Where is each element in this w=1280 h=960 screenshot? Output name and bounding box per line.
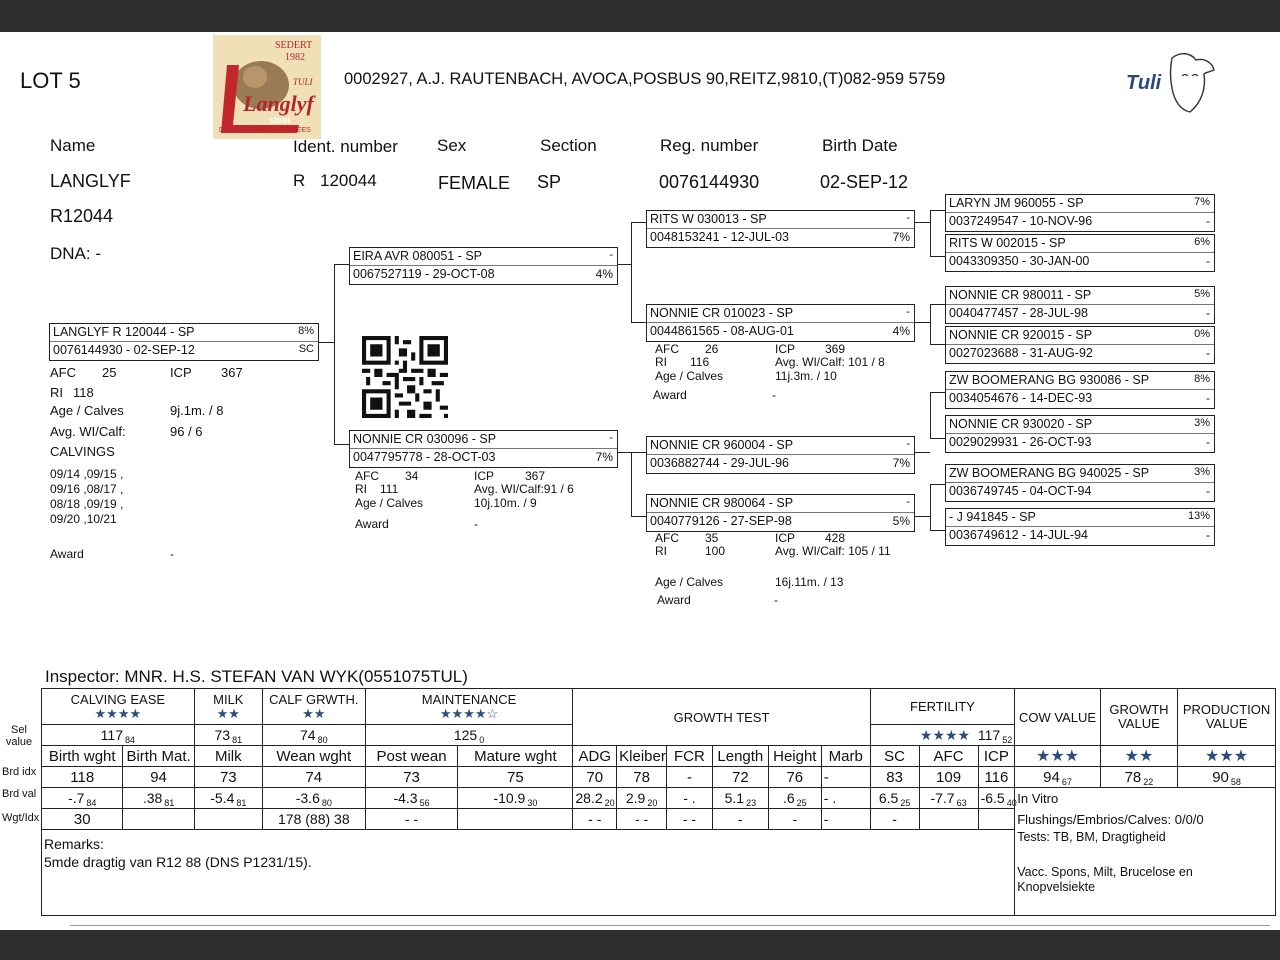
- pedigree-line: [930, 210, 945, 211]
- pedigree-line: [334, 264, 349, 265]
- star-rating-icon: ★★★★☆: [439, 705, 499, 721]
- gp-afc: 35: [705, 531, 719, 545]
- animal-sex: FEMALE: [438, 173, 511, 193]
- tests-text: Tests: TB, BM, Dragtigheid: [1017, 829, 1166, 844]
- star-rating-icon: ★★★★: [919, 726, 971, 743]
- pedigree-line: [930, 392, 945, 393]
- animal-birth: 02-SEP-12: [820, 172, 909, 192]
- flushings: Flushings/Embrios/Calves: 0/0/0: [1015, 809, 1276, 830]
- pedigree-line: [914, 452, 930, 453]
- pedigree-line: [914, 516, 930, 517]
- header-ident: Ident. number: [293, 137, 398, 156]
- gp-wi: Avg. WI/Calf: 101 / 8: [775, 355, 885, 369]
- pedigree-line: [930, 344, 945, 345]
- production-value-index: 90 $_{58}$: [1178, 767, 1276, 788]
- pedigree-line: [617, 264, 631, 265]
- sel-calf: 74 $_{80}$: [262, 725, 365, 746]
- breeder-info: 0002927, A.J. RAUTENBACH, AVOCA,POSBUS 90,REITZ,9810,(T)082-959 5759: [344, 70, 946, 88]
- tuli-brand-logo: Tuli: [1124, 48, 1218, 118]
- main-award: -: [170, 547, 174, 561]
- pedigree-line: [914, 222, 930, 223]
- langlyf-logo: SEDERT 1982 TULI Langlyf stoet DIE VRUGBARE VELDBEES: [213, 35, 321, 139]
- growth-value-index: 78 $_{22}$: [1100, 767, 1177, 788]
- pedigree-line: [631, 452, 632, 516]
- group-calving-ease: CALVING EASE ★★★★: [42, 689, 195, 725]
- animal-reg: 0076144930: [659, 172, 760, 192]
- great-grandparent-box: RITS W 002015 - SP 6% 0043309350 - 30-JAN-00 -: [945, 234, 1215, 272]
- vaccinations-text: Vacc. Spons, Milt, Brucelose en Knopvelsiekte: [1017, 864, 1193, 894]
- grandparent-box: RITS W 030013 - SP - 0048153241 - 12-JUL-03 7%: [646, 210, 915, 248]
- great-grandparent-box: NONNIE CR 980011 - SP 5% 0040477457 - 28-JUL-98 -: [945, 286, 1215, 324]
- pedigree-line: [631, 516, 646, 517]
- animal-section: SP: [537, 172, 562, 192]
- gp-award: -: [774, 593, 778, 607]
- pedigree-line: [914, 322, 930, 323]
- qr-code-icon: [362, 336, 448, 418]
- tests-cell: [1015, 830, 1276, 916]
- pedigree-line: [631, 452, 646, 453]
- grandparent-box: NONNIE CR 010023 - SP - 0044861565 - 08-AUG-01 4%: [646, 304, 915, 342]
- great-grandparent-box: NONNIE CR 920015 - SP 0% 0027023688 - 31-AUG-92 -: [945, 326, 1215, 364]
- star-rating-icon: ★★: [216, 705, 240, 721]
- grandparent-box: NONNIE CR 960004 - SP - 0036882744 - 29-JUL-96 7%: [646, 436, 915, 474]
- group-cow-value: COW VALUE: [1015, 689, 1101, 746]
- calvings-line: 08/18 ,09/19 ,: [50, 497, 124, 511]
- grandparent-box: NONNIE CR 980064 - SP - 0040779126 - 27-SEP-98 5%: [646, 494, 915, 532]
- gp-ri: 100: [705, 544, 726, 558]
- gp-ri: 116: [690, 355, 710, 369]
- ebv-table: [41, 688, 1276, 916]
- group-calf-growth: CALF GRWTH. ★★: [262, 689, 365, 725]
- lot-document-page: LOT 5 SEDERT 1982 TULI Langlyf stoet DIE VRUGBARE VELDBEES 0002927, A.J. RAUTENBACH, AVOCA,POSBUS 90,REITZ,9810,(T)082-959 5759 Tuli Name Ident. number Sex Section Reg. number Birth Date LANGLYF R 120044 FEMALE SP 0076144930 02-SEP-12 R12044 DNA: - LANGLYF R 120044 - SP 8% 0076144930 - 02-SEP-12 SC AFC 25 ICP 367 RI 118 Age / Calves 9j.1m. / 8 Avg. WI/Calf: 96 / 6 CALVINGS 09/14 ,09/15 , 09/16 ,08/17 , 08/18 ,09/19 , 09/20 ,10/21 Award - EIRA AVR 080051 - SP - 0067527119 - 29-OCT-08 4% NONNIE CR 030096 - SP - 0047795778 - 28-OCT-03 7% AFC 34 ICP 367 RI 111 Avg. WI/Calf:91 / 6 Age / Calves 10j.10m. / 9 Award - RITS W 030013 - SP - 0048153241 - 12-JUL-03 7% NONNIE CR 010023 - SP - 0044861565 - 08-AUG-01 4% AFC 26 ICP 369 RI 116 Avg. WI/Calf: 101 / 8 Age / Calves 11j.3m. / 10 Award - NONNIE CR 960004 - SP - 0036882744 - 29-JUL-96 7% NONNIE CR 980064 - SP - 0040779126 - 27-SEP-98 5% AFC 35 ICP 428 RI 100 Avg. WI/Calf: 105 / 11 Age / Calves 16j.11m. / 13 Award - LARYN JM 960055 - SP 7% 0037249547 - 10-NOV-96 - RITS W 002015 - SP 6% 0043309350 - 30-JAN-00 - NONNIE CR 980011 - SP 5% 0040477457 - 28-JUL-98 - NONNIE CR 920015 - SP 0% 0027023688 - 31-AUG-92 - ZW BOOMERANG BG 930086 - SP 8% 0034054676 - 14-DEC-93 - NONNIE CR 930020 - SP 3% 0029029931 - 26-OCT-93 - ZW BOOMERANG BG 940025 - SP 3% 0036749745 - 04-OCT-94 - - J 941845 - SP 13% 0036749612 - 14-JUL-94 - Inspector: MNR. H.S. STEFAN VAN WYK(0551075TUL) Sel value Brd idx Brd val Wgt/Idx CALVING EASE ★★★★ MILK ★★ CALF GRWTH. ★★ MAINTENANCE ★★★★☆ GROWTH TEST FERTILITY COW VALUE GROWTH VALUE PRODUCTION VALUE 117 $_{84}$ 73 $_{81}$ 74 $_{80}$ 125 $_0$ ★★★★ 117 $_{52}$ Birth wght Birth Mat. Milk Wean wght Post wean Mature wght ADG Kleiber FCR Length Height Marb SC AFC ICP ★★★ ★★ ★★★ 118 94 73 74 73 75 70 78 - 72 76 - 83 109 116 94 $_{67}$ 78 $_{22}$ 90 $_{58}$ -.7 $_{84}$ .38 $_{81}$ -5.4 $_{81}$ -3.6 $_{80}$ -4.3 $_{56}$ -10.9 $_{30}$ 28.2 $_{20}$ 2.9 $_{20}$ - . 5.1 $_{23}$ .6 $_{25}$ - . 6.5 $_{25}$ -7.7 $_{63}$ -6.5 $_{40}$ In Vitro 30 178 (88) 38 - - - - - - - - - - - - Flushings/Embrios/Calves: 0/0/0 Remarks: 5mde dragtig van R12 88 (DNS P1231/15). Tests: TB, BM, Dragtigheid Vacc. Spons, Milt, Brucelose en Knopvelsiekte: [0, 32, 1280, 930]
- sel-milk: 73 $_{81}$: [194, 725, 262, 746]
- dam-award: -: [474, 517, 478, 531]
- group-fertility: FERTILITY: [870, 689, 1015, 725]
- dam-ri: 111: [380, 482, 399, 496]
- star-rating-icon: ★★★: [1178, 746, 1276, 767]
- pedigree-line: [631, 322, 646, 323]
- header-birth: Birth Date: [822, 136, 898, 155]
- great-grandparent-box: NONNIE CR 930020 - SP 3% 0029029931 - 26-OCT-93 -: [945, 415, 1215, 453]
- sel-maint: 125 $_0$: [365, 725, 573, 746]
- great-grandparent-box: ZW BOOMERANG BG 930086 - SP 8% 0034054676 - 14-DEC-93 -: [945, 371, 1215, 409]
- pedigree-line: [631, 222, 632, 322]
- dam-age: 10j.10m. / 9: [474, 496, 537, 510]
- header-name: Name: [50, 136, 96, 155]
- pedigree-line: [631, 222, 646, 223]
- animal-name: LANGLYF: [50, 171, 131, 191]
- lot-number: LOT 5: [20, 68, 81, 93]
- footer-rule: [70, 925, 1270, 926]
- calvings-line: 09/16 ,08/17 ,: [50, 482, 124, 496]
- pedigree-line: [930, 256, 945, 257]
- pedigree-line: [334, 264, 335, 444]
- remarks-cell: Remarks: 5mde dragtig van R12 88 (DNS P1231/15).: [42, 830, 1015, 916]
- dam-wi: Avg. WI/Calf:91 / 6: [474, 482, 574, 496]
- remarks-text: 5mde dragtig van R12 88 (DNS P1231/15).: [44, 854, 312, 870]
- dam-afc: 34: [405, 469, 419, 483]
- sire-box: EIRA AVR 080051 - SP - 0067527119 - 29-OCT-08 4%: [349, 247, 618, 285]
- brd-val-row: -.7 $_{84}$ .38 $_{81}$ -5.4 $_{81}$ -3.6 $_{80}$ -4.3 $_{56}$ -10.9 $_{30}$ 28.2 $_{20}$ 2.9 $_{20}$ - . 5.1 $_{23}$ .6 $_{25}$ - . 6.5 $_{25}$ -7.7 $_{63}$ -6.5 $_{40}$ In Vitro: [42, 788, 1276, 809]
- calvings-line: 09/14 ,09/15 ,: [50, 467, 124, 481]
- in-vitro: In Vitro: [1015, 788, 1276, 809]
- gp-age: 16j.11m. / 13: [775, 575, 844, 589]
- great-grandparent-box: ZW BOOMERANG BG 940025 - SP 3% 0036749745 - 04-OCT-94 -: [945, 464, 1215, 502]
- great-grandparent-box: - J 941845 - SP 13% 0036749612 - 14-JUL-94 -: [945, 508, 1215, 546]
- pedigree-line: [617, 452, 631, 453]
- pedigree-line: [334, 444, 349, 445]
- gp-age: 11j.3m. / 10: [775, 369, 837, 383]
- pedigree-line: [930, 484, 945, 485]
- row-label-brd-idx: Brd idx: [2, 766, 37, 778]
- wgt-idx-row: 30 178 (88) 38 - - - - - - - - - - - - Flushings/Embrios/Calves: 0/0/0: [42, 809, 1276, 830]
- group-milk: MILK ★★: [194, 689, 262, 725]
- cow-value-index: 94 $_{67}$: [1015, 767, 1101, 788]
- inspector: Inspector: MNR. H.S. STEFAN VAN WYK(0551075TUL): [45, 667, 468, 686]
- great-grandparent-box: LARYN JM 960055 - SP 7% 0037249547 - 10-NOV-96 -: [945, 194, 1215, 232]
- group-maintenance: MAINTENANCE ★★★★☆: [365, 689, 573, 725]
- viewer-bottom-bar: [0, 930, 1280, 960]
- calvings-line: 09/20 ,10/21: [50, 512, 117, 526]
- dam-box: NONNIE CR 030096 - SP - 0047795778 - 28-OCT-03 7%: [349, 430, 618, 468]
- main-animal-box: LANGLYF R 120044 - SP 8% 0076144930 - 02-SEP-12 SC: [49, 323, 319, 361]
- row-label-brd-val: Brd val: [2, 788, 37, 800]
- main-icp: 367: [221, 365, 243, 380]
- sel-calving: 117 $_{84}$: [42, 725, 195, 746]
- star-rating-icon: ★★: [1100, 746, 1177, 767]
- gp-wi: Avg. WI/Calf: 105 / 11: [775, 544, 891, 558]
- star-rating-icon: ★★: [302, 705, 326, 721]
- sel-fert: ★★★★ 117 $_{52}$: [870, 725, 1015, 746]
- viewer-top-bar: [0, 0, 1280, 32]
- header-sex: Sex: [437, 136, 467, 155]
- pedigree-line: [930, 530, 945, 531]
- pedigree-line: [930, 210, 931, 256]
- main-afc: 25: [102, 365, 117, 380]
- brd-idx-row: 118 94 73 74 73 75 70 78 - 72 76 - 83 109 116 94 $_{67}$ 78 $_{22}$ 90 $_{58}$: [42, 767, 1276, 788]
- ident-prefix: R: [293, 171, 306, 190]
- pedigree-line: [318, 342, 334, 343]
- ident-number: 120044: [320, 171, 377, 190]
- pedigree-line: [930, 392, 931, 438]
- animal-dna: DNA: -: [50, 244, 101, 263]
- main-ri: 118: [73, 385, 94, 400]
- gp-award: -: [772, 388, 776, 402]
- column-header-row: Birth wght Birth Mat. Milk Wean wght Post wean Mature wght ADG Kleiber FCR Length Height Marb SC AFC ICP ★★★ ★★ ★★★: [42, 746, 1276, 767]
- pedigree-line: [930, 304, 931, 344]
- pedigree-line: [930, 438, 945, 439]
- pedigree-line: [930, 484, 931, 530]
- star-rating-icon: ★★★★: [94, 705, 142, 721]
- header-section: Section: [540, 136, 597, 155]
- star-rating-icon: ★★★: [1015, 746, 1101, 767]
- animal-code: R12044: [50, 206, 114, 226]
- dam-icp: 367: [525, 469, 546, 483]
- group-growth-value: GROWTH VALUE: [1100, 689, 1177, 746]
- main-wi: 96 / 6: [170, 424, 203, 439]
- gp-icp: 369: [825, 342, 846, 356]
- row-label-wgt: Wgt/Idx: [2, 812, 40, 824]
- group-growth-test: GROWTH TEST: [573, 689, 870, 746]
- header-reg: Reg. number: [660, 136, 759, 155]
- gp-afc: 26: [705, 342, 719, 356]
- main-age: 9j.1m. / 8: [170, 403, 224, 418]
- pedigree-line: [930, 304, 945, 305]
- group-production-value: PRODUCTION VALUE: [1178, 689, 1276, 746]
- gp-icp: 428: [825, 531, 846, 545]
- row-label-sel: Sel value: [5, 724, 33, 748]
